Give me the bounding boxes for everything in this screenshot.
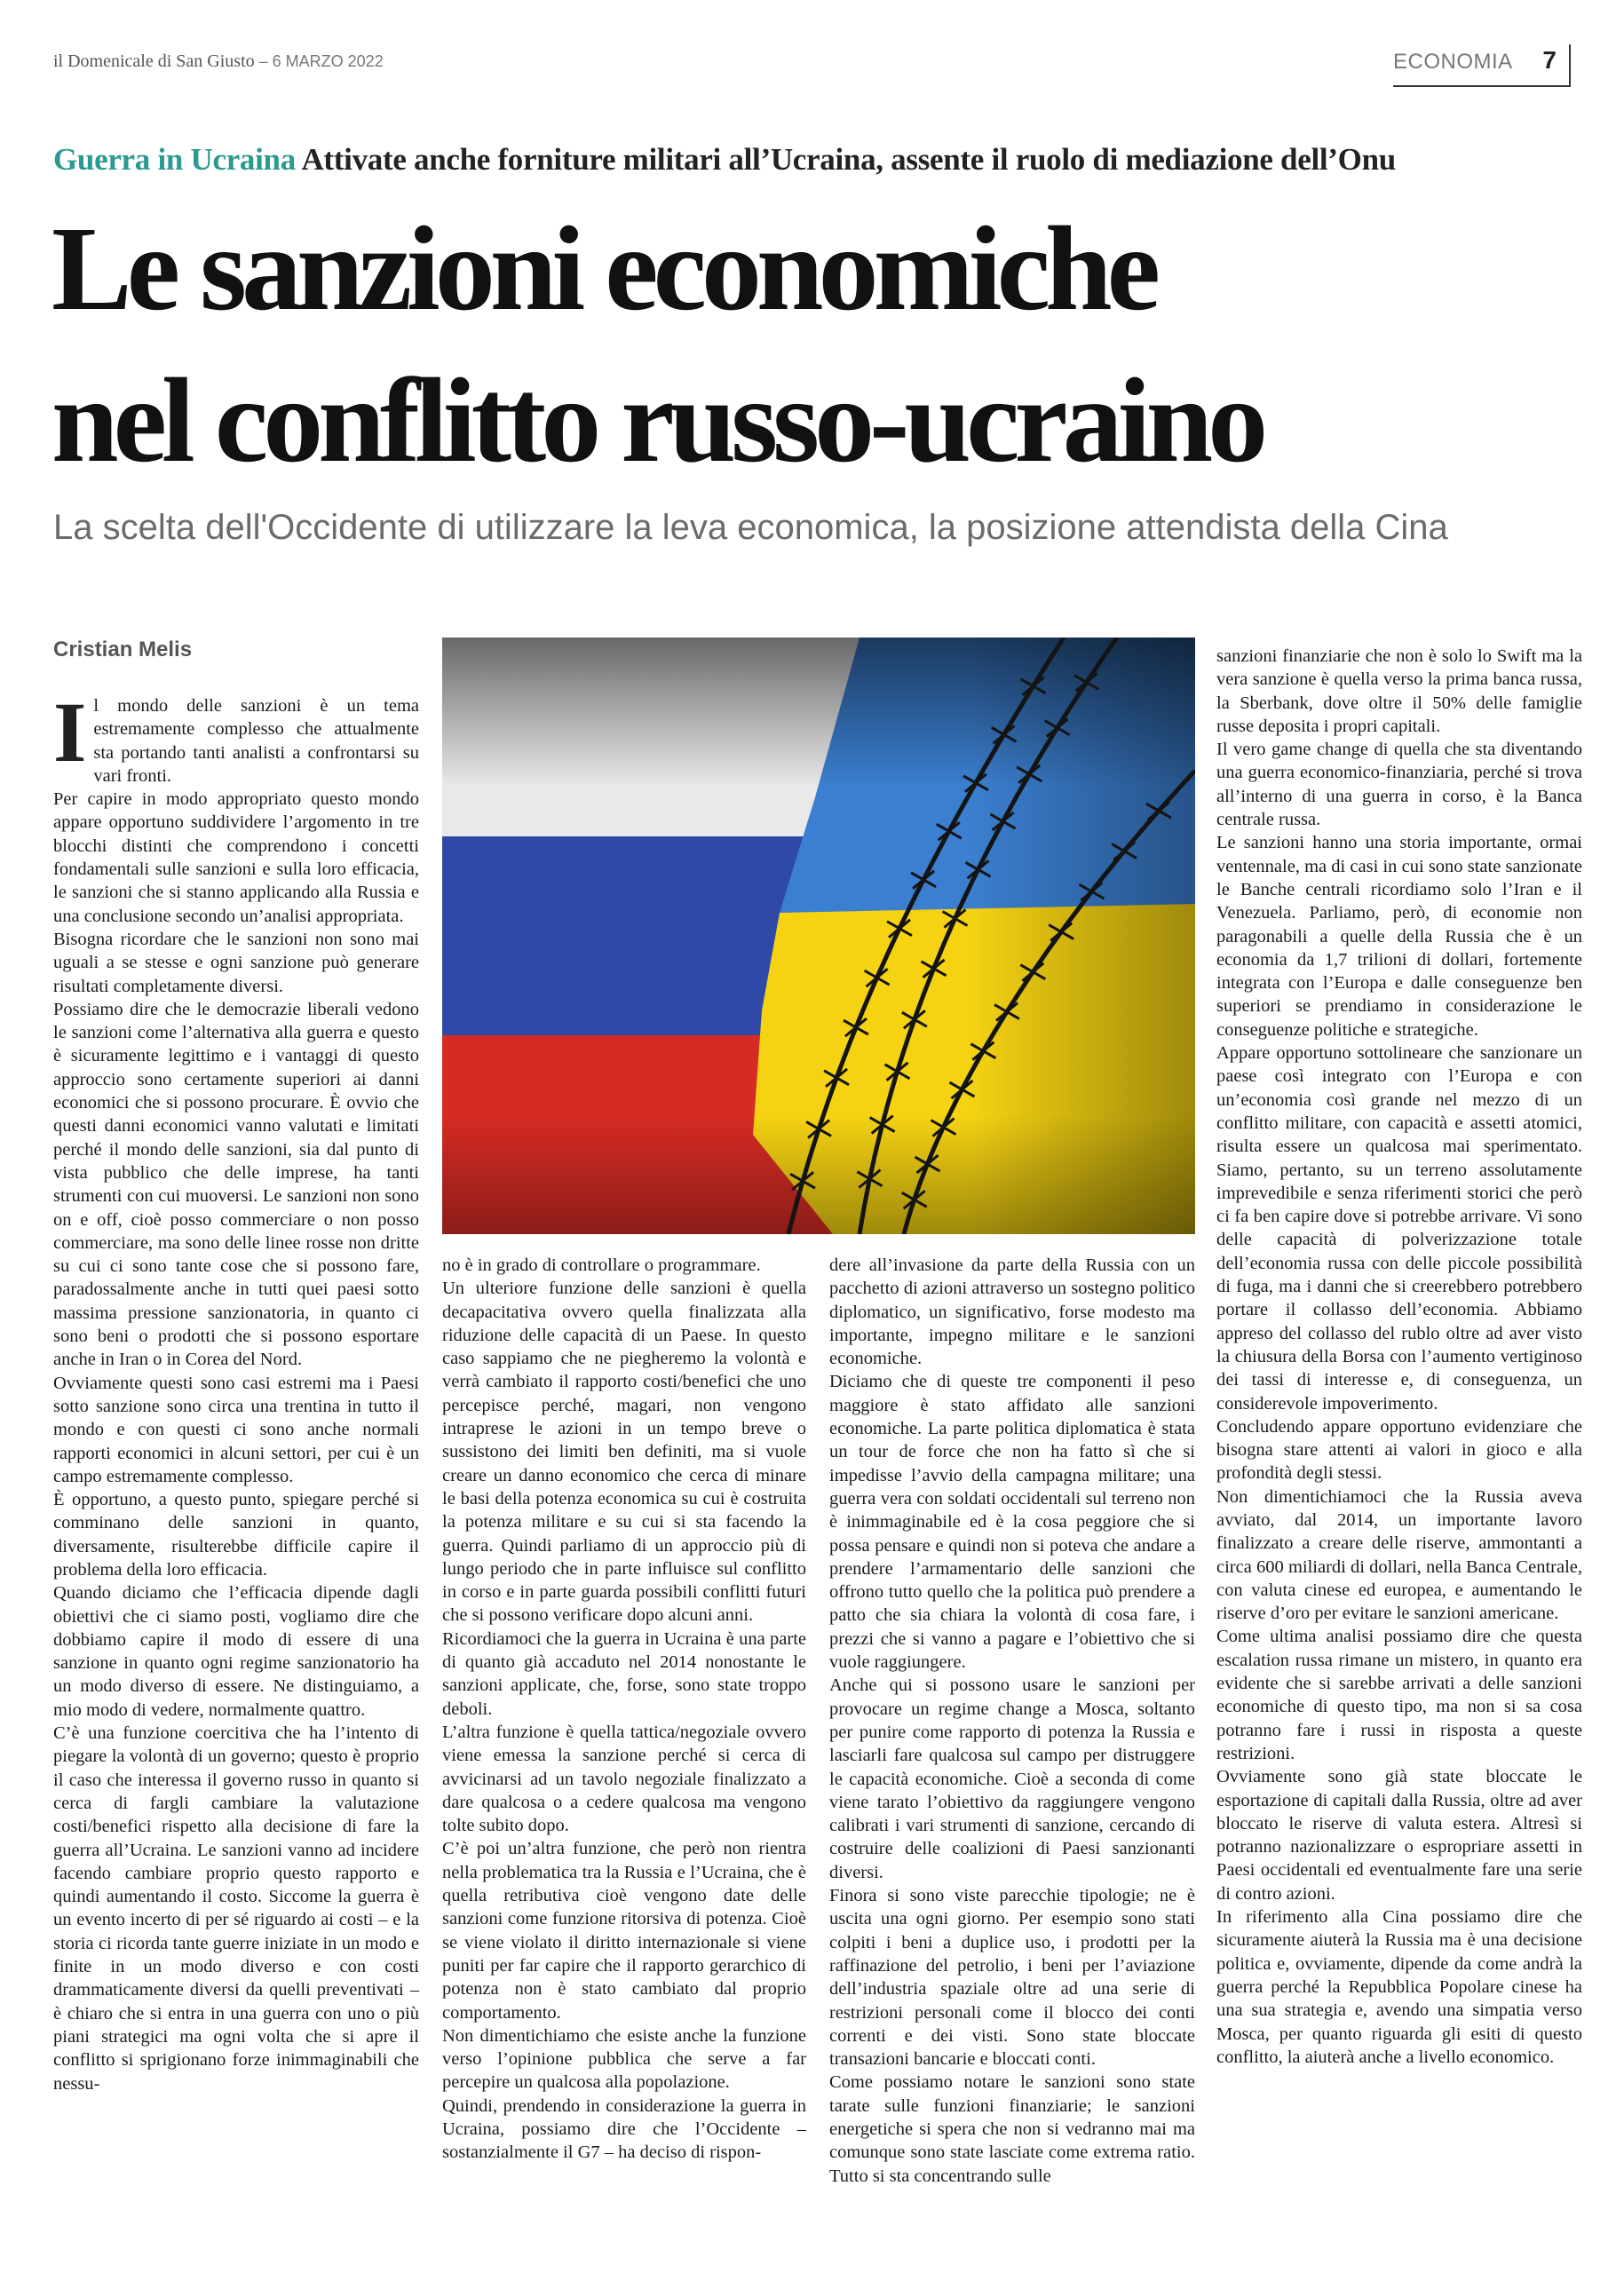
paragraph: Ovviamente questi sono casi estremi ma i Paesi sotto sanzione sono circa una trentina in tutto il mondo e con questi ci sono anche normali rapporti economici in alcuni settori, per cui è un campo estremamente complesso. <box>53 1373 419 1486</box>
paragraph: Concludendo appare opportuno evidenziare che bisogna stare attenti ai valori in gioco e alla profondità degli stessi. <box>1216 1416 1582 1484</box>
paragraph: In riferimento alla Cina possiamo dire che sicuramente aiuterà la Russia ma è una decisione politica e, ovviamente, dipende da come andrà la guerra perché la Repubblica Popolare cinese ha una sua strategia e, avendo una simpatia verso Mosca, per quanto riguarda gli esiti di questo conflitto, la aiuterà anche a livello economico. <box>1216 1907 1582 2067</box>
subheadline: La scelta dell'Occidente di utilizzare la leva economica, la posizione attendista della Cina <box>53 508 1448 547</box>
running-header <box>53 51 384 72</box>
paragraph: Come possiamo notare le sanzioni sono state tarate sulle funzioni finanziarie; le sanzioni energetiche si spera che non si vedranno mai ma comunque sono state lasciate come extrema ratio. Tutto si sta concentrando sulle <box>829 2072 1195 2186</box>
paragraph: Le sanzioni hanno una storia importante, ormai ventennale, ma di casi in cui sono state sanzionate le Banche centrali ricordiamo solo l’Iran e il Venezuela. Parliamo, però, di economie non paragonabili a quelle della Russia che è un economia da 1,7 trilioni di dollari, fortemente integrata con l’Europa e dalle conseguenze ben superiori se prendiamo in considerazione le conseguenze politiche e strategiche. <box>1216 833 1582 1040</box>
paragraph: Quindi, prendendo in considerazione la guerra in Ucraina, possiamo dire che l’Occidente – sostanzialmente il G7 – ha deciso di rispon- <box>442 2095 806 2163</box>
paragraph: Come ultima analisi possiamo dire che questa escalation russa rimane un mistero, in quanto era evidente che si sarebbe arrivati a delle sanzioni economiche di questo tipo, ma non si sa cosa potranno fare i russi in risposta a queste restrizioni. <box>1216 1627 1582 1763</box>
paragraph: Appare opportuno sottolineare che sanzionare un paese così integrato con l’Europa e con un’economia così grande nel mezzo di un conflitto militare, con capacità e assetti atomici, risulta essere un qualcosa mai sperimentato. Siamo, pertanto, su un terreno assolutamente imprevedibile e senza riferimenti storici che però ci fa ben capire dove si potrebbe arrivare. Vi sono delle capacità di polverizzazione totale dell’economia russa con delle piccole possibilità di fuga, ma i danni che si creerebbero potrebbero portare il collasso dell’economia. Abbiamo appreso del collasso del rublo oltre ad aver visto la chiusura della Borsa con l’aumento vertiginoso dei tassi di interesse e, di conseguenza, un considerevole impoverimento. <box>1216 1043 1582 1414</box>
paragraph: È opportuno, a questo punto, spiegare perché si comminano delle sanzioni in quanto, diversamente, risulterebbe difficile capire il problema della loro efficacia. <box>53 1490 419 1580</box>
paragraph: Un ulteriore funzione delle sanzioni è quella decapacitativa ovvero quella finalizzata alla riduzione delle capacità di un Paese. In questo caso sappiamo che ne piegheremo la volontà e verrà cambiato il rapporto costi/benefici che uno percepisce perché, magari, non vengono intraprese le azioni in un tempo breve o sussistono dei limiti ben definiti, ma si vuole creare un danno economico che cerca di minare le basi della potenza economica su cui è costruita la potenza militare e su cui si sta facendo la guerra. Quindi parliamo di un approccio più di lungo periodo che in parte influisce sul conflitto in corso e in parte guarda possibili conflitti futuri che si possono verificare dopo alcuni anni. <box>442 1279 806 1626</box>
article-column-3 <box>829 1254 1195 2188</box>
paragraph: Per capire in modo appropriato questo mondo appare opportuno suddividere l’argomento in tre blocchi distinti che comprendono i concetti fondamentali sulle sanzioni e sulla loro efficacia, le sanzioni che si stanno applicando alla Russia e una conclusione secondo un’analisi appropriata. <box>53 789 419 926</box>
article-photo <box>442 638 1195 1234</box>
paragraph: Anche qui si possono usare le sanzioni per provocare un regime change a Mosca, soltanto per punire come rapporto di potenza la Russia e lasciarli fare qualcosa sul campo per distruggere le capacità economiche. Cioè a seconda di come viene tarato l’obiettivo da raggiungere vengono calibrati i vari strumenti di sanzione, cercando di costruire delle coalizioni di Paesi sanzionanti diversi. <box>829 1675 1195 1882</box>
byline: Cristian Melis <box>53 638 193 661</box>
publication-name: il Domenicale di San Giusto <box>53 51 255 71</box>
paragraph: C’è una funzione coercitiva che ha l’intento di piegare la volontà di un governo; questo è proprio il caso che interessa il governo russo in quanto si cerca di fargli cambiare la valutazione costi/benefici rispetto alla decisione di fare la guerra all’Ucraina. Le sanzioni vanno ad incidere facendo cambiare proprio questo rapporto e quindi aumentando il costo. Siccome la guerra è un evento incerto di per sé riguardo ai costi – e la storia ci ricorda tante guerre iniziate in un modo e finite in un modo diverso e con costi drammaticamente diversi da quelli preventivati – è chiaro che si entra in una guerra con uno o più piani strategici ma ogni volta che si apre il conflitto si sprigionano forze inimmaginabili che nessu- <box>53 1723 419 2094</box>
paragraph: Finora si sono viste parecchie tipologie; ne è uscita una ogni giorno. Per esempio sono stati colpiti i beni a duplice uso, i prodotti per la raffinazione del petrolio, i beni per l’aviazione dell’industria spaziale oltre ad una serie di restrizioni personali come il blocco dei conti correnti e dei visti. Sono state bloccate transazioni bancarie e bloccati conti. <box>829 1886 1195 2070</box>
column-1-paragraphs <box>53 685 419 2095</box>
paragraph: C’è poi un’altra funzione, che però non rientra nella problematica tra la Russia e l’Ucraina, che è quella retributiva cioè vengono date delle sanzioni come funzione ritorsiva di potenza. Cioè se viene violato il diritto internazionale si viene puniti per far capire che il rapporto gerarchico di potenza non è stato cambiato dal proprio comportamento. <box>442 1839 806 2023</box>
paragraph: Non dimentichiamoci che la Russia aveva avviato, dal 2014, un importante lavoro finalizzato a creare delle riserve, ammontanti a circa 600 miliardi di dollari, nella Banca Centrale, con valuta cinese ed europea, e aumentando le riserve d’oro per evitare le sanzioni americane. <box>1216 1486 1582 1624</box>
article-column-2 <box>442 1254 806 2165</box>
page-number: 7 <box>1542 46 1557 74</box>
article-column-1 <box>53 685 419 2095</box>
article-column-4 <box>1216 645 1582 2069</box>
headline <box>51 194 1263 497</box>
paragraph: Non dimentichiamo che esiste anche la funzione verso l’opinione pubblica che serve a far percepire un qualcosa alla popolazione. <box>442 2025 806 2093</box>
paragraph: sanzioni finanziarie che non è solo lo Swift ma la vera sanzione è quella verso la prima banca russa, la Sberbank, dove oltre il 50% delle famiglie russe deposita i propri capitali. <box>1216 646 1582 736</box>
paragraph: Diciamo che di queste tre componenti il peso maggiore è stato affidato alle sanzioni economiche. La parte politica diplomatica è stata un tour de force che non ha fatto sì che si impedisse l’avvio della campagna militare; una guerra vera con soldati occidentali sul terreno non è inimmaginabile ed è la cosa peggiore che si possa pensare e quindi non si poteva che andare a prendere l’armamentario delle sanzioni che offrono tutto quello che la politica può prendere a patto che sia chiara la volontà di cosa fare, i prezzi che si vanno a pagare e l’obiettivo che si vuole raggiungere. <box>829 1372 1195 1673</box>
paragraph: Ovviamente sono già state bloccate le esportazione di capitali dalla Russia, oltre ad aver bloccato le riserve di valuta estera. Altresì si potranno nazionalizzare o espropriare assetti in Paesi occidentali ed eventualmente fare una serie di contro azioni. <box>1216 1767 1582 1904</box>
issue-date: – 6 MARZO 2022 <box>258 52 384 70</box>
paragraph: Possiamo dire che le democrazie liberali vedono le sanzioni come l’alternativa alla guerra e questo è sicuramente legittimo e i vantaggi di questo approccio sono certamente superiori ai danni economici che si possono procurare. È ovvio che questi danni economici vanno valutati e limitati perché il mondo delle sanzioni, sia dal punto di vista pubblico che delle imprese, ha tanti strumenti con cui muoversi. Le sanzioni non sono on e off, cioè posso commerciare o non posso commerciare, ma sono delle linee rosse non dritte su cui ci sono tante cose che si possono fare, paradossalmente anche in tutti quei paesi sotto massima pressione sanzionatoria, in quanto ci sono beni o prodotti che si possono esportare anche in Iran o in Corea del Nord. <box>53 999 419 1370</box>
paragraph: Ricordiamoci che la guerra in Ucraina è una parte di quanto già accaduto nel 2014 nonostante le sanzioni applicate, che, forse, sono state troppo deboli. <box>442 1628 806 1719</box>
flags-barbed-wire-image <box>442 638 1195 1234</box>
paragraph: dere all’invasione da parte della Russia con un pacchetto di azioni attraverso un sostegno politico diplomatico, un significativo, forse modesto ma importante, impegno militare e le sanzioni economiche. <box>829 1255 1195 1369</box>
kicker-tag: Guerra in Ucraina <box>53 142 296 177</box>
headline-line-1: Le sanzioni economiche <box>51 202 1156 336</box>
kicker <box>53 142 1396 178</box>
paragraph: Il vero game change di quella che sta diventando una guerra economico-finanziaria, perché si trova all’interno di una guerra in corso, è la Banca centrale russa. <box>1216 740 1582 830</box>
paragraph: Bisogna ricordare che le sanzioni non sono mai uguali a se stesse e ogni sanzione può generare risultati completamente diversi. <box>53 929 419 996</box>
kicker-text: Attivate anche forniture militari all’Ucraina, assente il ruolo di mediazione dell’Onu <box>301 142 1396 177</box>
paragraph: Quando diciamo che l’efficacia dipende dagli obiettivi che ci siamo posti, vogliamo dire che dobbiamo capire il modo di essere di una sanzione in quanto ogni regime sanzionatorio ha un modo diverso di essere. Ne distinguiamo, a mio modo di vedere, normalmente quattro. <box>53 1583 419 1720</box>
section-label: ECONOMIA <box>1393 50 1513 74</box>
drop-cap: I <box>53 685 87 780</box>
paragraph: L’altra funzione è quella tattica/negoziale ovvero viene emessa la sanzione perché si cerca di avvicinarsi ad un tavolo negoziale finalizzato a dare qualcosa o a cedere qualcosa ma vengono tolte subito dopo. <box>442 1722 806 1836</box>
section-box <box>1393 44 1571 87</box>
paragraph: l mondo delle sanzioni è un tema estremamente complesso che attualmente sta portando tanti analisti a confrontarsi su vari fronti. <box>93 696 419 786</box>
paragraph: no è in grado di controllare o programmare. <box>442 1255 761 1275</box>
headline-line-2: nel conflitto russo-ucraino <box>51 354 1264 487</box>
